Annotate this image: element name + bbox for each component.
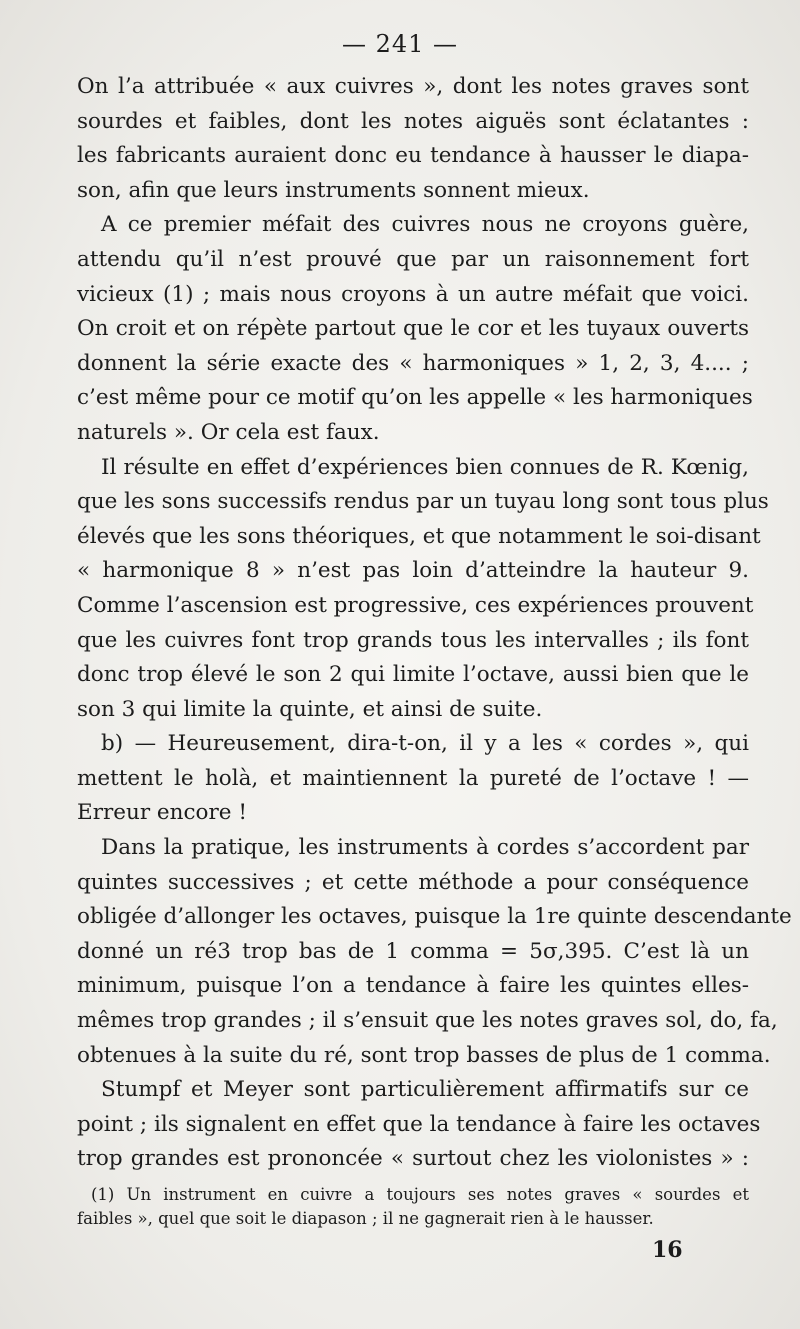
text-line: donné un ré3 trop bas de 1 comma = 5σ,395. C’est là un	[77, 938, 749, 964]
text-line: trop grandes est prononcée « surtout chez les violonistes » :	[77, 1146, 749, 1172]
text-line: vicieux (1) ; mais nous croyons à un autre méfait que voici.	[77, 281, 749, 307]
text-line: donc trop élevé le son 2 qui limite l’octave, aussi bien que le	[77, 662, 749, 688]
text-line: son, afin que leurs instruments sonnent mieux.	[77, 177, 590, 203]
text-line: les fabricants auraient donc eu tendance à hausser le diapa-	[77, 143, 749, 169]
text-line: « harmonique 8 » n’est pas loin d’atteindre la hauteur 9.	[77, 558, 749, 584]
text-line: naturels ». Or cela est faux.	[77, 419, 380, 445]
text-line: élevés que les sons théoriques, et que notamment le soi-disant	[77, 523, 761, 549]
text-line: quintes successives ; et cette méthode a pour conséquence	[77, 869, 749, 895]
text-line: que les sons successifs rendus par un tuyau long sont tous plus	[77, 489, 769, 515]
text-line: Comme l’ascension est progressive, ces expériences prouvent	[77, 592, 754, 618]
text-line: b) — Heureusement, dira-t-on, il y a les « cordes », qui	[101, 731, 749, 757]
text-line: attendu qu’il n’est prouvé que par un raisonnement fort	[77, 246, 749, 272]
text-line: obligée d’allonger les octaves, puisque la 1re quinte descendante	[77, 904, 792, 930]
text-line: c’est même pour ce motif qu’on les appelle « les harmoniques	[77, 385, 753, 411]
text-line: Erreur encore !	[77, 800, 247, 826]
footnote-line: (1) Un instrument en cuivre a toujours ses notes graves « sourdes et	[91, 1185, 749, 1204]
text-line: A ce premier méfait des cuivres nous ne croyons guère,	[101, 212, 749, 238]
text-line: Stumpf et Meyer sont particulièrement affirmatifs sur ce	[101, 1077, 749, 1103]
text-line: minimum, puisque l’on a tendance à faire les quintes elles-	[77, 973, 749, 999]
text-line: obtenues à la suite du ré, sont trop basses de plus de 1 comma.	[77, 1042, 771, 1068]
text-line: Dans la pratique, les instruments à cordes s’accordent par	[101, 835, 749, 861]
text-line: sourdes et faibles, dont les notes aiguës sont éclatantes :	[77, 108, 749, 134]
text-line: mettent le holà, et maintiennent la pureté de l’octave ! —	[77, 765, 749, 791]
text-line: donnent la série exacte des « harmoniques » 1, 2, 3, 4.... ;	[77, 350, 749, 376]
footnote-line: faibles », quel que soit le diapason ; il ne gagnerait rien à le hausser.	[77, 1209, 654, 1228]
text-line: point ; ils signalent en effet que la tendance à faire les octaves	[77, 1111, 761, 1137]
text-line: son 3 qui limite la quinte, et ainsi de suite.	[77, 696, 543, 722]
body-text	[77, 70, 792, 1177]
text-line: On l’a attribuée « aux cuivres », dont les notes graves sont	[77, 74, 749, 99]
text-line: que les cuivres font trop grands tous les intervalles ; ils font	[77, 627, 749, 653]
text-line: mêmes trop grandes ; il s’ensuit que les notes graves sol, do, fa,	[77, 1008, 778, 1034]
page-number-header: — 241 —	[341, 30, 459, 58]
text-line: On croit et on répète partout que le cor et les tuyaux ouverts	[77, 316, 749, 342]
signature-mark: 16	[652, 1237, 683, 1263]
text-line: Il résulte en effet d’expériences bien connues de R. Kœnig,	[101, 454, 749, 480]
footnotes	[77, 1183, 749, 1231]
